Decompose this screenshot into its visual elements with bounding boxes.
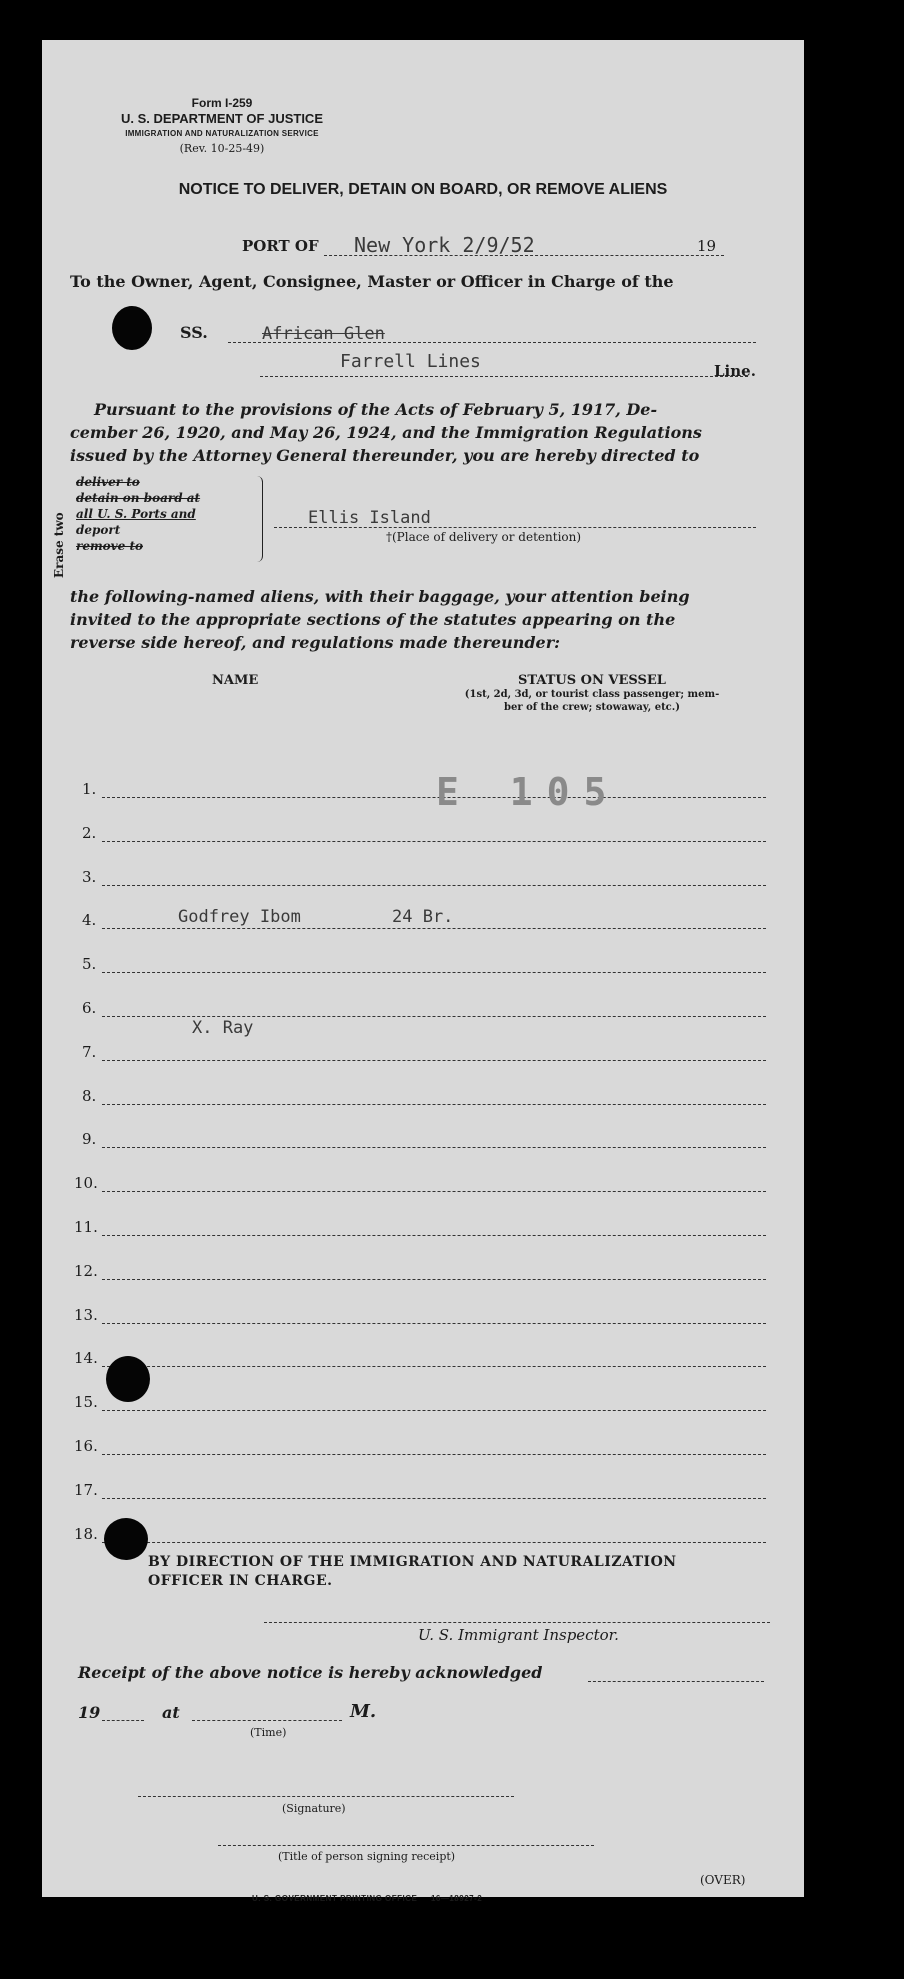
row-number: 12. xyxy=(74,1261,98,1280)
inspector-label: U. S. Immigrant Inspector. xyxy=(418,1626,619,1644)
row-number: 18. xyxy=(74,1524,98,1543)
following-paragraph xyxy=(70,585,780,654)
port-value: New York 2/9/52 xyxy=(354,233,535,257)
receipt-at: at xyxy=(162,1703,180,1722)
inspector-signature-line xyxy=(264,1622,770,1623)
row-number: 13. xyxy=(74,1305,98,1324)
delivery-caption: †(Place of delivery or detention) xyxy=(386,530,582,544)
title-line xyxy=(218,1845,594,1846)
status-note-1: (1st, 2d, 3d, or tourist class passenger; mem- xyxy=(464,689,720,700)
option-detain: detain on board at xyxy=(76,491,201,505)
row-number: 5. xyxy=(82,955,97,974)
row-line xyxy=(102,1060,766,1061)
name-column-header: NAME xyxy=(212,673,259,688)
redaction-blot xyxy=(104,1518,148,1560)
row-number: 9. xyxy=(82,1130,97,1149)
vessel-name: African Glen xyxy=(262,324,385,344)
receipt-m: M. xyxy=(350,1701,377,1722)
row-line xyxy=(102,1235,766,1236)
row-number: 14. xyxy=(74,1349,98,1368)
row-number: 16. xyxy=(74,1437,98,1455)
pursuant-line-3: issued by the Attorney General thereunder, you are hereby directed to xyxy=(70,446,700,465)
options-list xyxy=(76,474,200,554)
following-line-2: invited to the appropriate sections of the statutes appearing on the xyxy=(70,610,676,629)
row-number: 6. xyxy=(82,999,97,1017)
row-number: 11. xyxy=(74,1218,98,1236)
form-header xyxy=(62,96,382,156)
year-label: 19 xyxy=(697,237,717,255)
receipt-year: 19 xyxy=(78,1703,101,1722)
erase-two-label: Erase two xyxy=(52,512,66,578)
direction-line-1: BY DIRECTION OF THE IMMIGRATION AND NATURALIZATION xyxy=(148,1554,677,1570)
option-deport: deport xyxy=(76,523,121,537)
status-title: STATUS ON VESSEL xyxy=(518,673,666,688)
vessel-prefix: SS. xyxy=(180,323,208,342)
delivery-value: Ellis Island xyxy=(308,508,431,528)
row-line xyxy=(102,1147,766,1148)
row-number: 1. xyxy=(82,780,97,798)
row-line xyxy=(102,1191,766,1192)
line-label: Line. xyxy=(714,362,756,380)
direction-line-2: OFFICER IN CHARGE. xyxy=(148,1573,333,1589)
alien-status: 24 Br. xyxy=(392,907,454,928)
row-number: 4. xyxy=(82,911,97,930)
revision-date: (Rev. 10-25-49) xyxy=(179,142,265,155)
options-bracket xyxy=(254,476,263,562)
option-remove: remove to xyxy=(76,539,143,553)
xray-note: X. Ray xyxy=(192,1018,254,1038)
service-name: IMMIGRATION AND NATURALIZATION SERVICE xyxy=(125,129,319,138)
row-line xyxy=(102,1279,766,1280)
pursuant-line-1: Pursuant to the provisions of the Acts of February 5, 1917, De- xyxy=(94,400,658,419)
row-line xyxy=(102,1366,766,1367)
row-number: 3. xyxy=(82,867,97,886)
row-line xyxy=(102,885,766,886)
row-number: 15. xyxy=(74,1393,98,1412)
row-line xyxy=(102,841,766,842)
department-name: U. S. DEPARTMENT OF JUSTICE xyxy=(121,111,323,126)
row-line xyxy=(102,797,766,798)
row-number: 17. xyxy=(74,1480,98,1499)
addressee-line: To the Owner, Agent, Consignee, Master or Officer in Charge of the xyxy=(70,272,674,291)
row-line xyxy=(102,1323,766,1324)
title-caption: (Title of person signing receipt) xyxy=(278,1850,456,1863)
row-number: 10. xyxy=(74,1174,98,1193)
form-number: Form I-259 xyxy=(191,96,253,110)
row-line xyxy=(102,1104,766,1105)
following-line-1: the following-named aliens, with their baggage, your attention being xyxy=(70,587,690,606)
time-caption: (Time) xyxy=(250,1726,287,1739)
stamp-mark: E 105 xyxy=(436,770,621,814)
option-all-ports: all U. S. Ports and xyxy=(76,507,196,521)
row-line xyxy=(102,972,766,973)
form-title: NOTICE TO DELIVER, DETAIN ON BOARD, OR REMOVE ALIENS xyxy=(178,181,668,198)
receipt-time-line xyxy=(192,1720,342,1721)
redaction-blot xyxy=(112,306,152,350)
receipt-text: Receipt of the above notice is hereby acknowledged xyxy=(78,1663,543,1682)
line-value: Farrell Lines xyxy=(340,351,481,372)
line-underline xyxy=(260,376,748,377)
row-line xyxy=(102,1410,766,1411)
signature-caption: (Signature) xyxy=(282,1802,346,1815)
option-deliver: deliver to xyxy=(76,475,140,489)
status-column-header xyxy=(402,673,782,714)
form-paper xyxy=(42,40,804,1903)
receipt-year-line xyxy=(102,1720,144,1721)
row-number: 8. xyxy=(82,1086,97,1105)
row-line xyxy=(102,1498,766,1499)
printing-office-footer: U. S. GOVERNMENT PRINTING OFFICE 16—18927-2 xyxy=(252,1894,483,1903)
row-number: 2. xyxy=(82,823,97,842)
port-label: PORT OF xyxy=(242,237,319,255)
receipt-line xyxy=(588,1681,764,1682)
row-line xyxy=(102,1542,766,1543)
pursuant-paragraph xyxy=(70,398,776,467)
pursuant-line-2: cember 26, 1920, and May 26, 1924, and the Immigration Regulations xyxy=(70,423,702,442)
redaction-blot xyxy=(106,1356,150,1402)
following-line-3: reverse side hereof, and regulations made thereunder: xyxy=(70,633,561,652)
row-line xyxy=(102,1016,766,1017)
row-line xyxy=(102,1454,766,1455)
direction-text xyxy=(148,1553,677,1591)
alien-name: Godfrey Ibom xyxy=(178,907,301,928)
over-label: (OVER) xyxy=(700,1873,746,1887)
row-number: 7. xyxy=(82,1042,97,1061)
row-line xyxy=(102,928,766,929)
status-note-2: ber of the crew; stowaway, etc.) xyxy=(504,702,680,713)
signature-line xyxy=(138,1796,514,1797)
